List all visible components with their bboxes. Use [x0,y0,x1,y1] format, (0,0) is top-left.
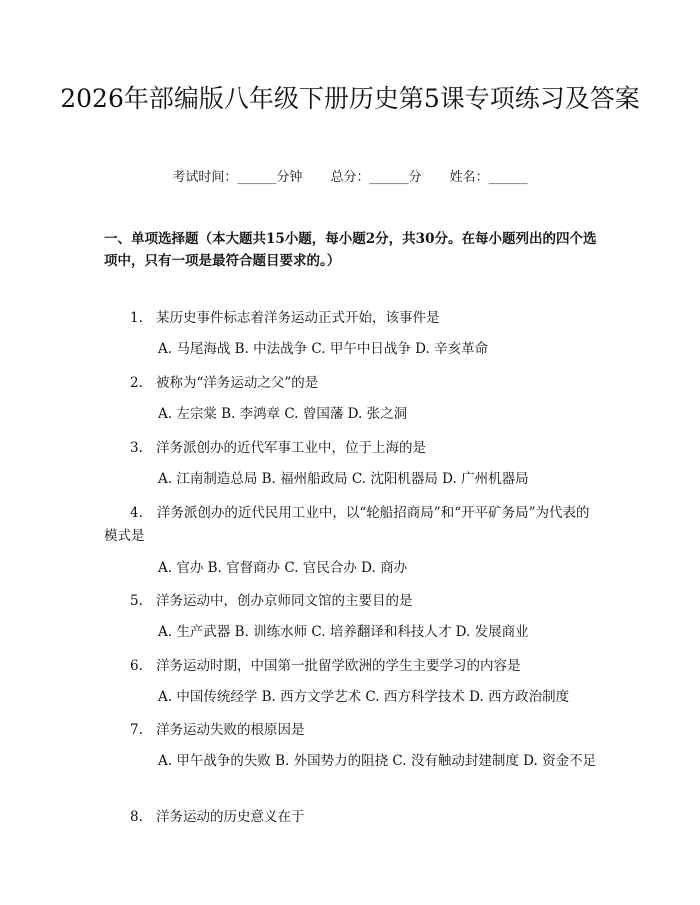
section-heading: 一、单项选择题（本大题共15小题，每小题2分，共30分。在每小题列出的四个选项中，只有一项是最符合题目要求的。） [104,231,597,269]
question-number: 5. [130,593,143,609]
question-number: 7. [130,722,143,738]
question-7-options: A. 甲午战争的失败 B. 外国势力的阻挠 C. 没有触动封建制度 D. 资金不足 [158,753,597,769]
question-number: 6. [130,658,143,674]
question-number: 4. [130,505,143,521]
exam-score: 总分：______分 [330,170,422,185]
question-stem: 洋务运动时期，中国第一批留学欧洲的学生主要学习的内容是 [156,658,521,674]
question-number: 3. [130,440,143,456]
exam-time: 考试时间：______分钟 [172,170,303,185]
question-1 [104,307,602,329]
question-number: 8. [130,809,143,825]
question-2-options: A. 左宗棠 B. 李鸿章 C. 曾国藩 D. 张之洞 [158,406,408,422]
question-stem: 洋务派创办的近代军事工业中，位于上海的是 [156,440,426,456]
question-stem: 洋务派创办的近代民用工业中，以“轮船招商局”和“开平矿务局”为代表的模式是 [104,505,590,544]
question-8 [104,806,602,828]
question-6-options: A. 中国传统经学 B. 西方文学艺术 C. 西方科学技术 D. 西方政治制度 [158,689,570,705]
exam-meta [0,168,700,188]
question-stem: 某历史事件标志着洋务运动正式开始，该事件是 [156,310,440,326]
page-title: 2026年部编版八年级下册历史第5课专项练习及答案 [60,84,640,113]
question-4 [104,502,602,548]
question-number: 1. [130,310,143,326]
question-5 [104,590,602,612]
question-stem: 被称为“洋务运动之父”的是 [156,375,319,391]
question-stem: 洋务运动中，创办京师同文馆的主要目的是 [156,593,413,609]
question-5-options: A. 生产武器 B. 训练水师 C. 培养翻译和科技人才 D. 发展商业 [158,624,529,640]
question-stem: 洋务运动的历史意义在于 [156,809,305,825]
question-3-options: A. 江南制造总局 B. 福州船政局 C. 沈阳机器局 D. 广州机器局 [158,471,529,487]
question-6 [104,655,602,677]
question-4-options: A. 官办 B. 官督商办 C. 官民合办 D. 商办 [158,560,408,576]
question-stem: 洋务运动失败的根原因是 [156,722,305,738]
question-7 [104,719,602,741]
question-1-options: A. 马尾海战 B. 中法战争 C. 甲午中日战争 D. 辛亥革命 [158,341,489,357]
question-2 [104,372,602,394]
exam-name: 姓名：______ [449,170,528,185]
question-3 [104,437,602,459]
question-number: 2. [130,375,143,391]
